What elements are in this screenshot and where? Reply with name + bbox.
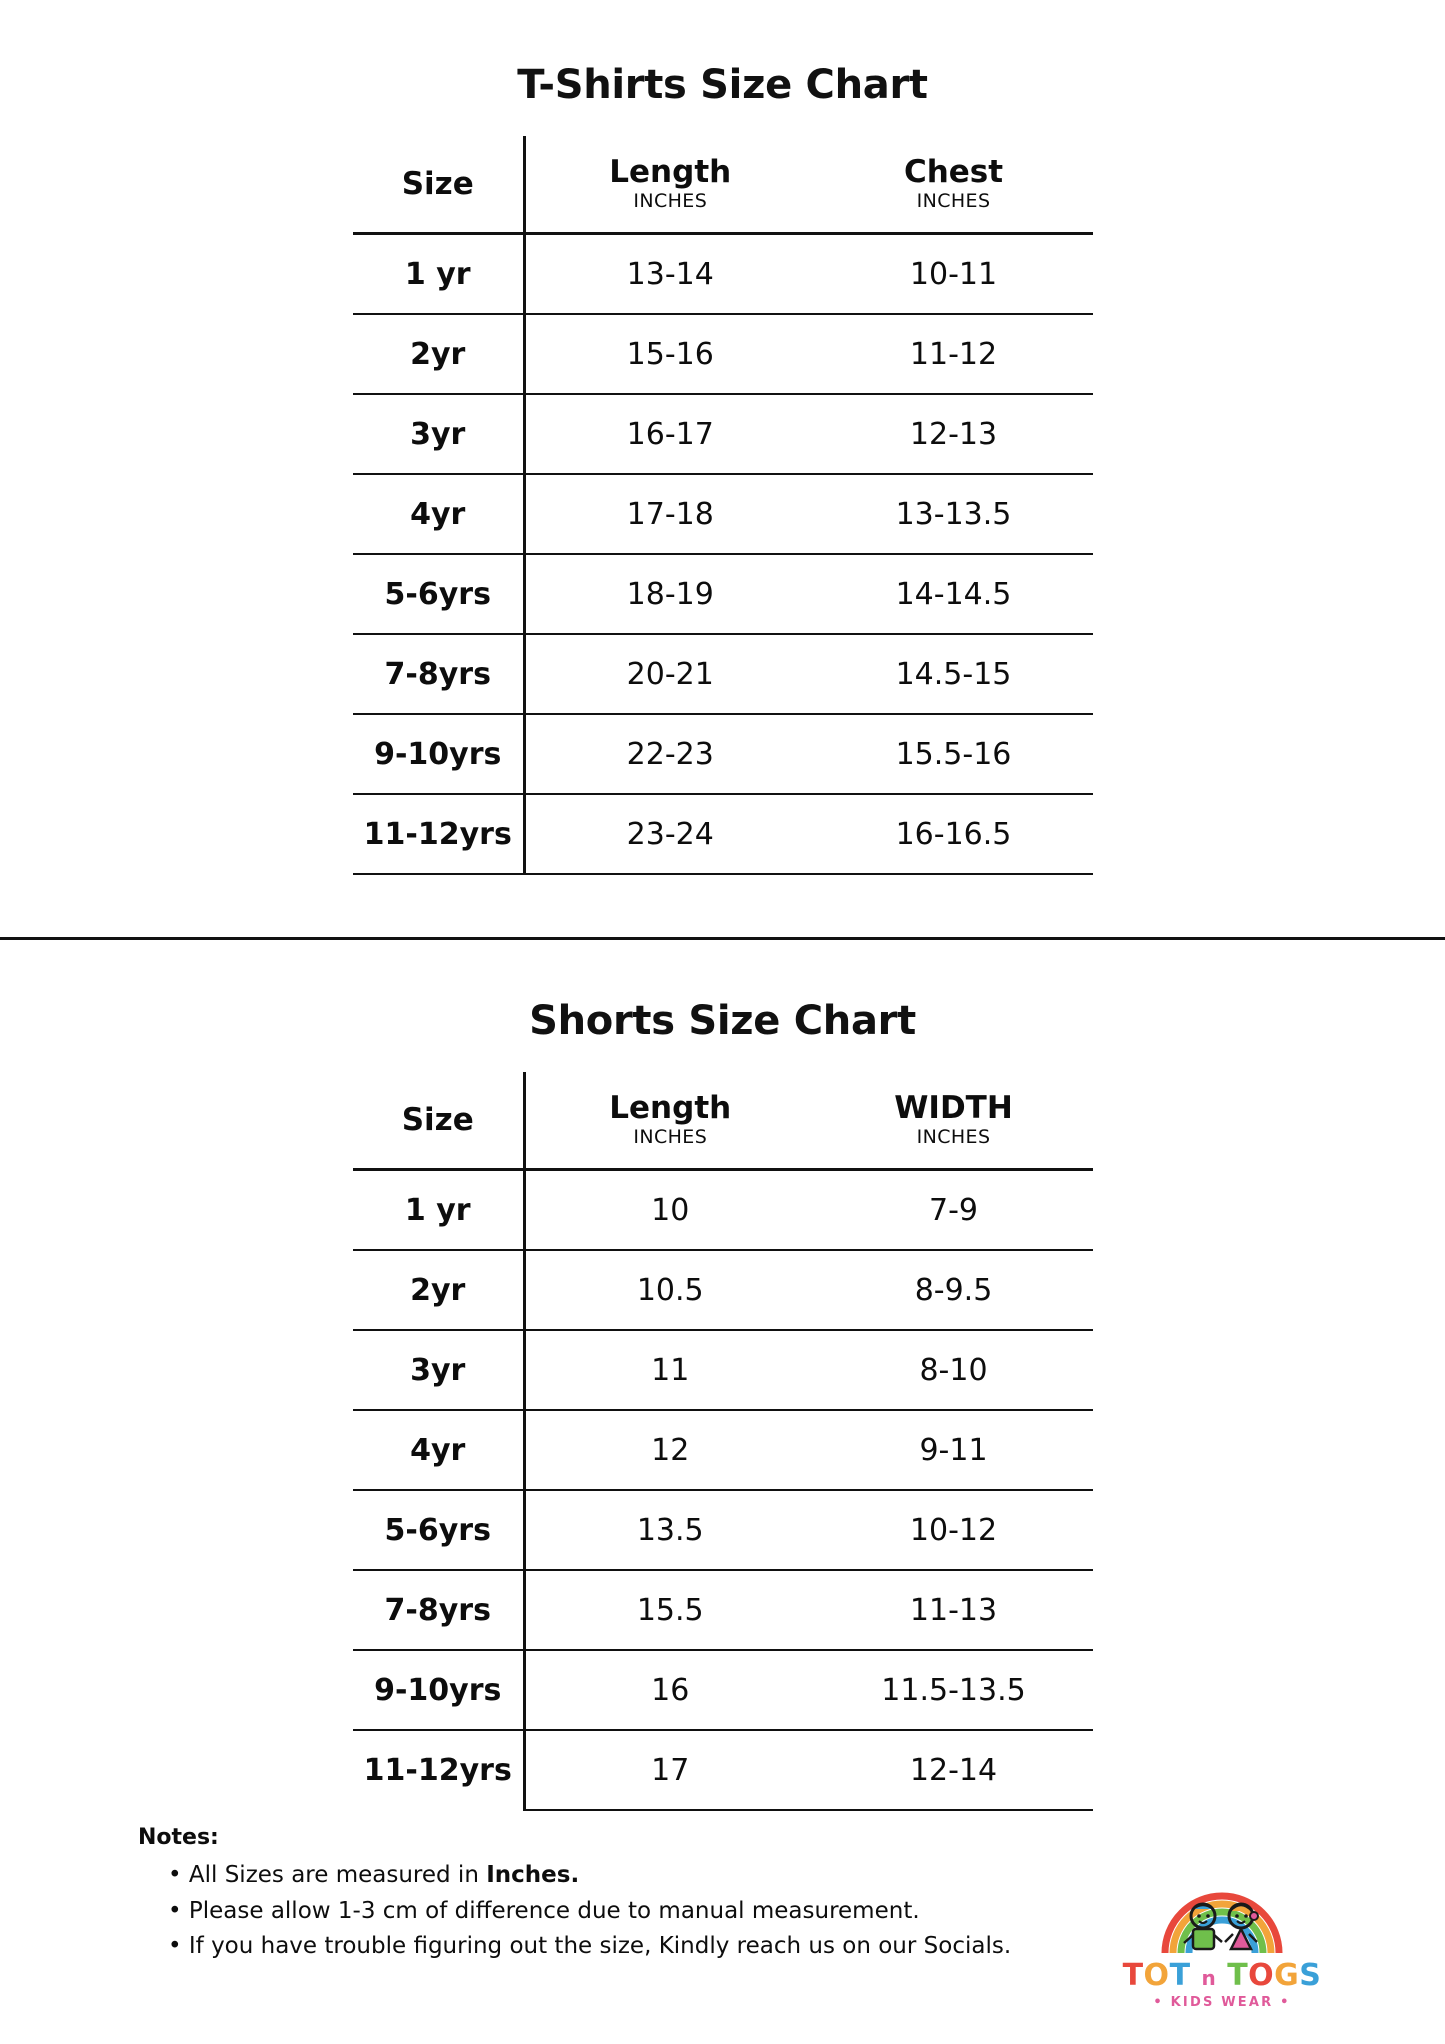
column-header-width: WIDTH INCHES	[815, 1072, 1093, 1170]
tshirt-table-wrap	[353, 136, 1093, 875]
table-row	[353, 1570, 1093, 1650]
notes-title: Notes:	[138, 1825, 219, 1850]
page-title-tshirts: T-Shirts Size Chart	[517, 62, 928, 108]
cell-size: 7-8yrs	[353, 634, 525, 714]
cell-length: 13.5	[525, 1490, 815, 1570]
cell-size: 11-12yrs	[353, 794, 525, 874]
shorts-section	[0, 940, 1445, 1965]
cell-chest: 15.5-16	[815, 714, 1093, 794]
column-header-length: Length INCHES	[525, 1072, 815, 1170]
table-row	[353, 634, 1093, 714]
table-row	[353, 1170, 1093, 1251]
cell-chest: 14-14.5	[815, 554, 1093, 634]
cell-width: 11-13	[815, 1570, 1093, 1650]
cell-width: 9-11	[815, 1410, 1093, 1490]
page-title-shorts: Shorts Size Chart	[529, 998, 916, 1044]
cell-size: 3yr	[353, 394, 525, 474]
column-header-size: Size	[353, 1072, 525, 1170]
cell-size: 2yr	[353, 1250, 525, 1330]
cell-width: 8-9.5	[815, 1250, 1093, 1330]
cell-length: 17	[525, 1730, 815, 1810]
note-text: • All Sizes are measured in	[168, 1862, 487, 1888]
logo-letter: G	[1274, 1958, 1300, 1993]
cell-size: 9-10yrs	[353, 714, 525, 794]
cell-size: 1 yr	[353, 234, 525, 315]
table-row	[353, 234, 1093, 315]
cell-length: 13-14	[525, 234, 815, 315]
logo-letter: n	[1201, 1966, 1217, 1990]
cell-size: 1 yr	[353, 1170, 525, 1251]
column-header-length: Length INCHES	[525, 136, 815, 234]
cell-size: 4yr	[353, 474, 525, 554]
cell-width: 8-10	[815, 1330, 1093, 1410]
cell-size: 7-8yrs	[353, 1570, 525, 1650]
table-row	[353, 1730, 1093, 1810]
cell-length: 11	[525, 1330, 815, 1410]
table-row	[353, 394, 1093, 474]
cell-length: 10	[525, 1170, 815, 1251]
cell-chest: 11-12	[815, 314, 1093, 394]
logo-letter: T	[1122, 1958, 1144, 1993]
cell-size: 4yr	[353, 1410, 525, 1490]
cell-length: 18-19	[525, 554, 815, 634]
table-row	[353, 1410, 1093, 1490]
cell-length: 10.5	[525, 1250, 815, 1330]
table-row	[353, 794, 1093, 874]
cell-length: 20-21	[525, 634, 815, 714]
rainbow-kids-icon	[1137, 1889, 1307, 1961]
cell-chest: 16-16.5	[815, 794, 1093, 874]
cell-chest: 12-13	[815, 394, 1093, 474]
cell-length: 16	[525, 1650, 815, 1730]
tshirt-section	[0, 0, 1445, 875]
tshirt-size-table	[353, 136, 1093, 875]
cell-width: 11.5-13.5	[815, 1650, 1093, 1730]
cell-width: 12-14	[815, 1730, 1093, 1810]
cell-size: 3yr	[353, 1330, 525, 1410]
cell-length: 16-17	[525, 394, 815, 474]
table-row	[353, 554, 1093, 634]
cell-size: 5-6yrs	[353, 554, 525, 634]
cell-width: 10-12	[815, 1490, 1093, 1570]
shorts-size-table	[353, 1072, 1093, 1811]
cell-width: 7-9	[815, 1170, 1093, 1251]
table-row	[353, 714, 1093, 794]
cell-chest: 14.5-15	[815, 634, 1093, 714]
table-header-row	[353, 1072, 1093, 1170]
cell-size: 9-10yrs	[353, 1650, 525, 1730]
cell-length: 12	[525, 1410, 815, 1490]
logo-letter: T	[1169, 1958, 1191, 1993]
logo-letter: T	[1227, 1958, 1249, 1993]
logo-letter: S	[1299, 1958, 1322, 1993]
table-row	[353, 1490, 1093, 1570]
table-header-row	[353, 136, 1093, 234]
table-row	[353, 474, 1093, 554]
logo-letter: O	[1248, 1958, 1275, 1993]
cell-size: 11-12yrs	[353, 1730, 525, 1810]
logo-tagline: • KIDS WEAR •	[1153, 1995, 1291, 2010]
column-header-chest: Chest INCHES	[815, 136, 1093, 234]
table-row	[353, 1330, 1093, 1410]
cell-length: 22-23	[525, 714, 815, 794]
table-row	[353, 1250, 1093, 1330]
note-bold: Inches.	[486, 1862, 580, 1888]
cell-length: 17-18	[525, 474, 815, 554]
logo-illustration	[1117, 1885, 1327, 1959]
note-text: • Please allow 1-3 cm of difference due to manual measurement.	[168, 1897, 920, 1924]
cell-length: 15-16	[525, 314, 815, 394]
cell-length: 15.5	[525, 1570, 815, 1650]
cell-length: 23-24	[525, 794, 815, 874]
table-row	[353, 314, 1093, 394]
table-row	[353, 1650, 1093, 1730]
logo-letter: O	[1143, 1958, 1170, 1993]
shorts-table-wrap	[353, 1072, 1093, 1811]
note-text: • If you have trouble figuring out the size, Kindly reach us on our Socials.	[168, 1933, 1012, 1960]
cell-size: 2yr	[353, 314, 525, 394]
cell-chest: 10-11	[815, 234, 1093, 315]
brand-logo	[1117, 1885, 1327, 2010]
logo-wordmark	[1117, 1958, 1327, 1993]
column-header-size: Size	[353, 136, 525, 234]
cell-size: 5-6yrs	[353, 1490, 525, 1570]
cell-chest: 13-13.5	[815, 474, 1093, 554]
